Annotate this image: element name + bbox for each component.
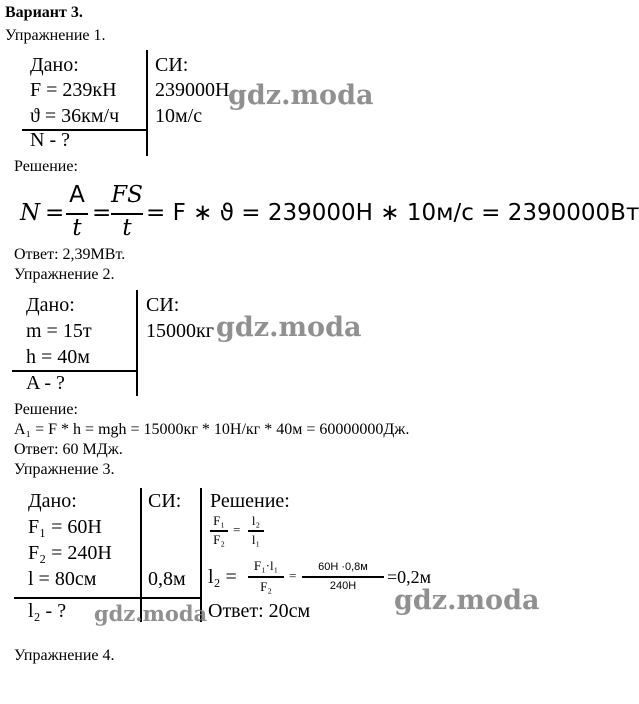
ex2-solution-line: A₁ = F * h = mgh = 15000кг * 10Н/кг * 40м = 60000000Дж. <box>14 421 410 438</box>
ex3-l2-lhs: l₂ = <box>208 566 237 588</box>
ex3-si-label: СИ: <box>148 490 182 512</box>
ex1-formula-eq: = <box>45 200 65 226</box>
ex1-find: N - ? <box>30 129 70 151</box>
ex2-solution-label: Решение: <box>14 401 78 418</box>
ex3-l2-den2: 240Н <box>329 580 357 592</box>
ex3-solution-label: Решение: <box>210 490 290 512</box>
ex3-l2-den1: F₂ <box>260 579 272 594</box>
ex1-solution-label: Решение: <box>14 158 78 175</box>
ex1-frac2-den: t <box>122 215 132 241</box>
ex3-heading: Упражнение 3. <box>14 461 115 478</box>
ex1-given-2: ϑ = 36км/ч <box>30 105 120 127</box>
ex2-si-1: 15000кг <box>146 320 214 342</box>
ex1-table-vdivider <box>146 50 148 156</box>
watermark: gdz.moda <box>216 312 362 343</box>
ex2-si-label: СИ: <box>146 294 180 316</box>
ex3-find: l₂ - ? <box>28 600 67 622</box>
ex2-given-2: h = 40м <box>26 346 90 368</box>
ex2-answer: Ответ: 60 МДж. <box>14 441 123 458</box>
ex3-l2-num2: 60Н ·0,8м <box>318 561 368 573</box>
ex1-answer: Ответ: 2,39МВт. <box>14 246 126 263</box>
ex3-l2-bar2 <box>302 576 384 578</box>
ex3-l2-result: =0,2м <box>387 567 432 587</box>
watermark: gdz.moda <box>394 585 540 616</box>
ex1-si-label: СИ: <box>155 54 189 76</box>
ex2-given-label: Дано: <box>26 294 75 316</box>
ex3-ratio-den2: l₁ <box>251 532 261 547</box>
ex3-ratio-eq: = <box>233 522 241 537</box>
ex2-given-1: m = 15т <box>26 320 92 342</box>
ex3-si-1: 0,8м <box>148 568 186 590</box>
ex3-l2-bar1 <box>248 576 284 578</box>
ex3-ratio-den1: F₂ <box>213 532 225 547</box>
ex2-heading: Упражнение 2. <box>14 266 115 283</box>
ex3-given-2: F₂ = 240Н <box>28 542 112 564</box>
ex1-formula-eq2: = <box>92 200 112 226</box>
variant-title: Вариант 3. <box>5 4 83 21</box>
ex3-ratio-num2: l₂ <box>251 513 261 528</box>
ex1-formula-rhs: = F ∗ ϑ = 239000Н ∗ 10м/с = 2390000Вт <box>146 200 639 226</box>
ex2-table-vdivider <box>136 290 138 396</box>
ex3-table-hdivider <box>14 597 202 599</box>
ex4-heading: Упражнение 4. <box>14 647 115 664</box>
ex3-given-label: Дано: <box>28 490 77 512</box>
ex3-answer: Ответ: 20см <box>208 600 311 622</box>
ex1-given-label: Дано: <box>30 54 79 76</box>
ex3-given-1: F₁ = 60Н <box>28 516 102 538</box>
ex2-find: A - ? <box>26 372 65 394</box>
ex1-frac1-num: A <box>69 182 85 208</box>
ex3-l2-num1: F₁·l₁ <box>253 558 279 573</box>
ex3-ratio-num1: F₁ <box>213 513 225 528</box>
ex1-frac2-num: FS <box>111 182 143 208</box>
ex1-given-1: F = 239кН <box>30 79 117 101</box>
watermark: gdz.moda <box>228 80 374 111</box>
ex1-formula-lhs: N <box>20 200 41 226</box>
ex1-heading: Упражнение 1. <box>5 27 106 44</box>
ex1-si-1: 239000Н <box>155 79 230 101</box>
ex1-si-2: 10м/с <box>155 105 203 127</box>
ex1-frac1-den: t <box>72 215 82 241</box>
watermark: gdz.moda <box>94 601 208 626</box>
ex3-l2-eq: = <box>289 568 297 583</box>
ex3-given-3: l = 80см <box>28 568 97 590</box>
